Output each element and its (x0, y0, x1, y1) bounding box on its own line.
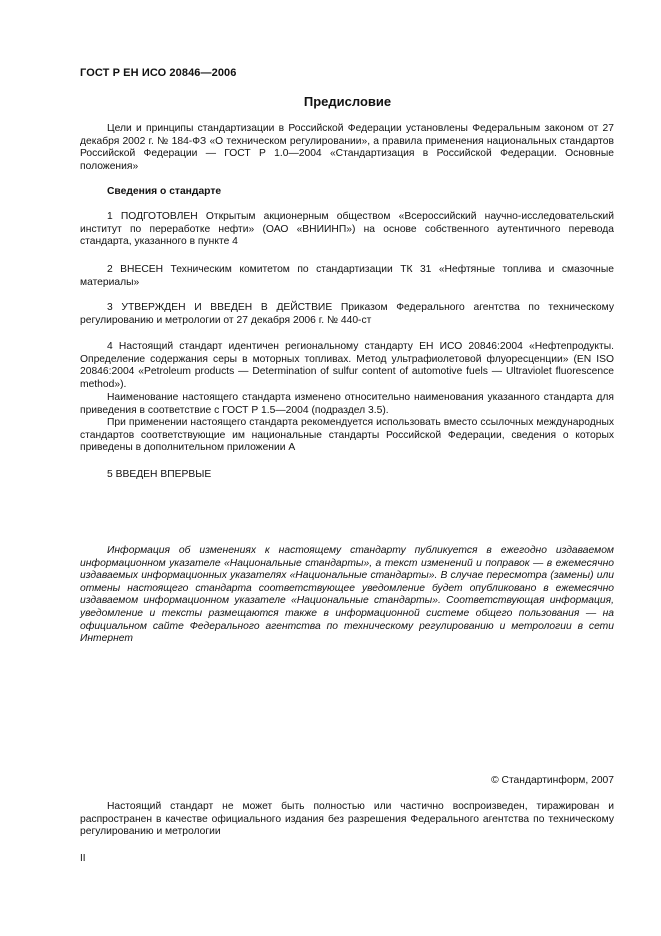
copyright: © Стандартинформ, 2007 (491, 775, 614, 786)
page-number: II (80, 853, 86, 864)
item-2-paragraph: 2 ВНЕСЕН Техническим комитетом по стандартизации ТК 31 «Нефтяные топлива и смазочные материалы» (80, 264, 614, 288)
item-1-paragraph: 1 ПОДГОТОВЛЕН Открытым акционерным обществом «Всероссийский научно-исследовательский институт по переработке нефти» (ОАО «ВНИИНП») на основе собственного аутентичного перевода стандарта, указанного в пункте 4 (80, 211, 614, 248)
item-3-paragraph: 3 УТВЕРЖДЕН И ВВЕДЕН В ДЕЙСТВИЕ Приказом Федерального агентства по техническому регулированию и метрологии от 27 декабря 2006 г. № 440-ст (80, 302, 614, 326)
section-heading: Сведения о стандарте (107, 186, 222, 197)
info-notice: Информация об изменениях к настоящему стандарту публикуется в ежегодно издаваемом информационном указателе «Национальные стандарты», а текст изменений и поправок — в ежемесячно издаваемых информационных указателях «Национальные стандарты». В случае пересмотра (замены) или отмены настоящего стандарта соответствующее уведомление будет опубликовано в ежемесячно издаваемом информационном указателе «Национальные стандарты». Соответствующая информация, уведомление и тексты размещаются также в информационной системе общего пользования — на официальном сайте Федерального агентства по техническому регулированию и метрологии в сети Интернет (80, 545, 614, 645)
item-4-references-note: При применении настоящего стандарта рекомендуется использовать вместо ссылочных международных стандартов соответствующие им национальные стандарты Российской Федерации, сведения о которых приведены в дополнительном приложении А (80, 417, 614, 454)
item-4-paragraph: 4 Настоящий стандарт идентичен региональному стандарту ЕН ИСО 20846:2004 «Нефтепродукты. Определение содержания серы в моторных топливах. Метод ультрафиолетовой флуоресценции» (EN ISO 20846:2004 «Petroleum products — Determination of sulfur content of automotive fuels — Ultraviolet fluorescence method»). (80, 341, 614, 390)
page-title: Предисловие (303, 94, 392, 109)
intro-paragraph: Цели и принципы стандартизации в Российской Федерации установлены Федеральным законом от 27 декабря 2002 г. № 184-ФЗ «О техническом регулировании», а правила применения национальных стандартов Российской Федерации — ГОСТ Р 1.0—2004 «Стандартизация в Российской Федерации. Основные положения» (80, 123, 614, 172)
item-4-name-note: Наименование настоящего стандарта изменено относительно наименования указанного стандарта для приведения в соответствие с ГОСТ Р 1.5—2004 (подраздел 3.5). (80, 392, 614, 416)
document-code: ГОСТ Р ЕН ИСО 20846—2006 (80, 67, 237, 79)
reproduction-notice: Настоящий стандарт не может быть полностью или частично воспроизведен, тиражирован и распространен в качестве официального издания без разрешения Федерального агентства по техническому регулированию и метрологии (80, 801, 614, 838)
item-5-paragraph: 5 ВВЕДЕН ВПЕРВЫЕ (107, 469, 212, 480)
